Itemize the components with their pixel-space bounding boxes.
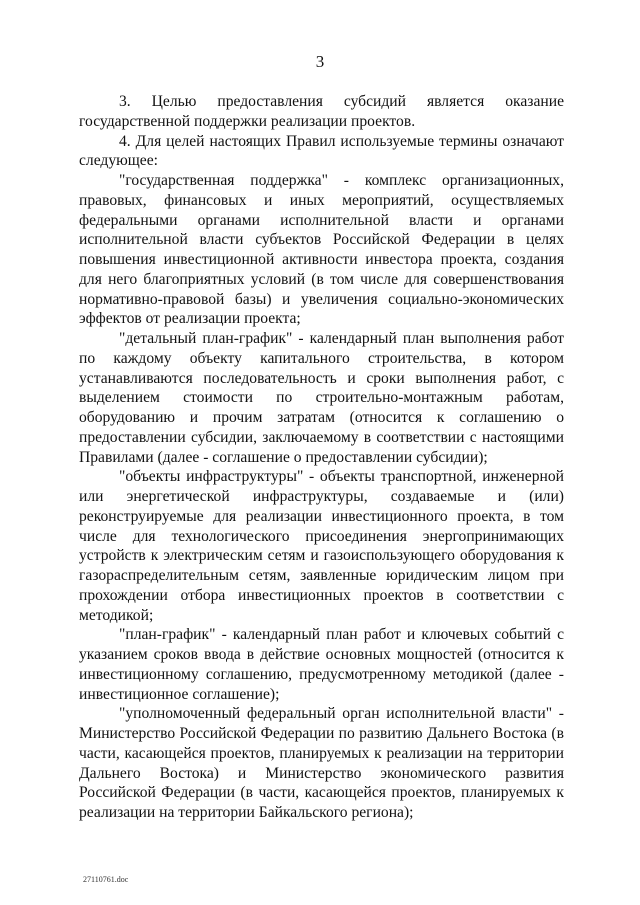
page-number: 3 (315, 52, 325, 71)
document-body (79, 92, 564, 823)
definition-authorized-body: "уполномоченный федеральный орган исполнительной власти" - Министерство Российской Федерации по развитию Дальнего Востока (в части, касающейся проектов, планируемых к реализации на территории Дальнего Востока) и Министерство экономического развития Российской Федерации (в части, касающейся проектов, планируемых к реализации на территории Байкальского региона); (79, 705, 564, 821)
definition-schedule: "план-график" - календарный план работ и ключевых событий с указанием сроков ввода в действие основных мощностей (относится к инвестиционному соглашению, предусмотренному методикой (далее - инвестиционное соглашение); (79, 626, 564, 703)
paragraph-purpose: 3. Целью предоставления субсидий является оказание государственной поддержки реализации проектов. (79, 93, 564, 130)
definition-detailed-schedule: "детальный план-график" - календарный план выполнения работ по каждому объекту капитального строительства, в котором устанавливаются последовательность и сроки выполнения работ, с выделением стоимости по строительно-монтажным работам, оборудованию и прочим затратам (относится к соглашению о предоставлении субсидии, заключаемому в соответствии с настоящими Правилами (далее - соглашение о предоставлении субсидии); (79, 330, 564, 466)
document-footer-filename: 27110761.doc (83, 875, 129, 884)
definition-state-support: "государственная поддержка" - комплекс организационных, правовых, финансовых и иных мероприятий, осуществляемых федеральными органами исполнительной власти и органами исполнительной власти субъектов Российской Федерации в целях повышения инвестиционной активности инвестора проекта, создания для него благоприятных условий (в том числе для совершенствования нормативно-правовой базы) и увеличения социально-экономических эффектов от реализации проекта; (79, 172, 564, 328)
paragraph-terms-intro: 4. Для целей настоящих Правил используемые термины означают следующее: (79, 132, 564, 170)
definition-infrastructure-objects: "объекты инфраструктуры" - объекты транспортной, инженерной или энергетической инфраструктуры, создаваемые и (или) реконструируемые для реализации инвестиционного проекта, в том числе для технологического присоединения энергопринимающих устройств к электрическим сетям и газоиспользующего оборудования к газораспределительным сетям, заявленные юридическим лицом при прохождении отбора инвестиционных проектов в соответствии с методикой; (79, 468, 564, 624)
